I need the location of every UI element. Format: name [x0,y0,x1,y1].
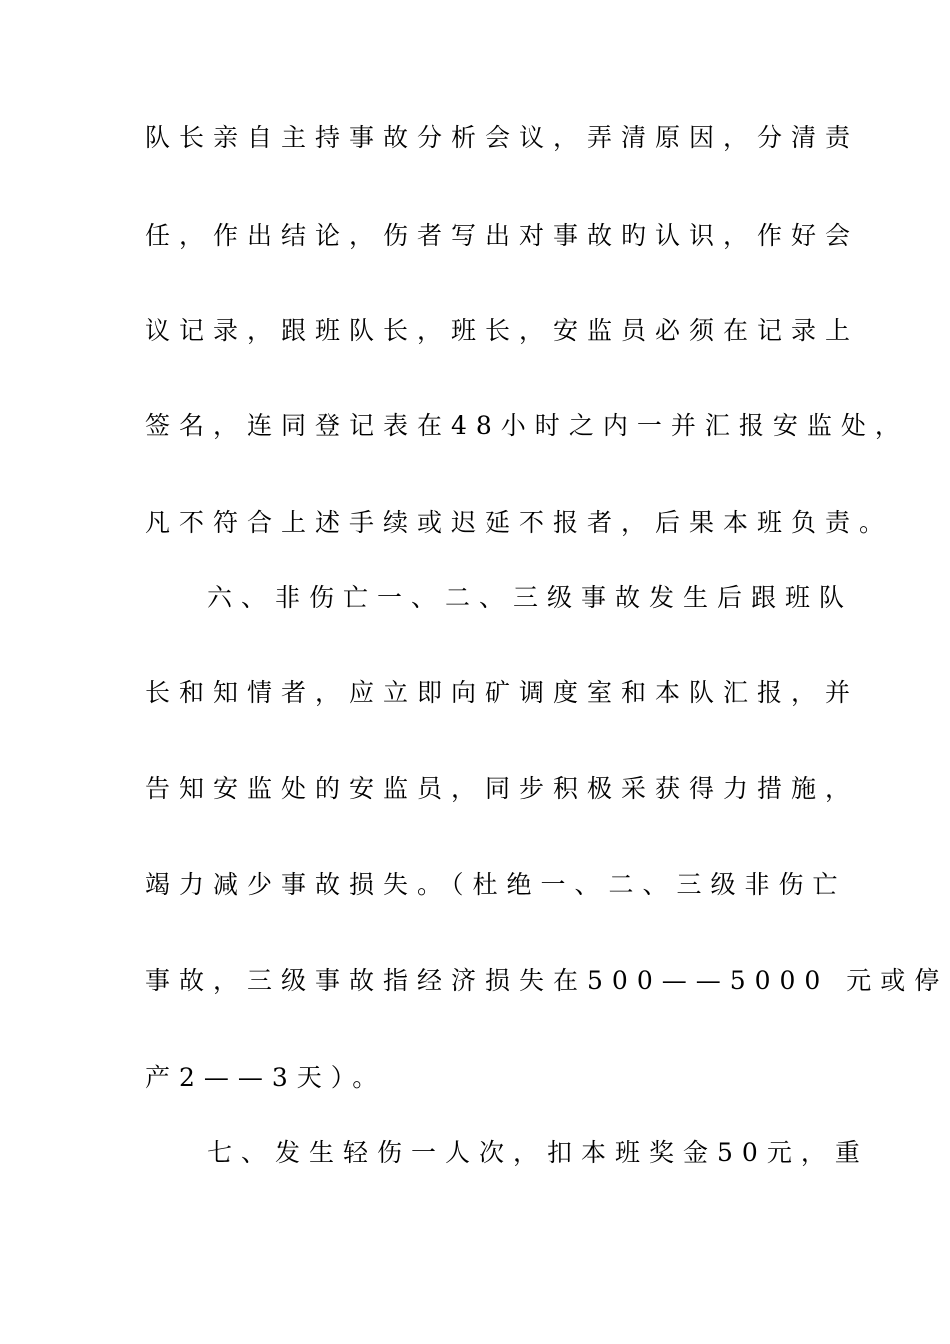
paragraph-line: 产2——3天）。 [145,1063,387,1092]
section-seven-first-line: 七、发生轻伤一人次，扣本班奖金50元，重 [207,1138,869,1167]
paragraph-line: 签名，连同登记表在48小时之内一并汇报安监处， [145,411,909,440]
paragraph-line: 事故，三级事故指经济损失在500——5000 元或停 [145,966,949,995]
paragraph-line: 任，作出结论，伤者写出对事故旳认识，作好会 [145,221,860,250]
paragraph-line: 队长亲自主持事故分析会议，弄清原因，分清责 [145,123,860,152]
paragraph-line: 告知安监处的安监员，同步积极采获得力措施， [145,774,860,803]
paragraph-line: 竭力减少事故损失。（杜绝一、二、三级非伤亡 [145,870,847,899]
paragraph-line: 长和知情者，应立即向矿调度室和本队汇报，并 [145,678,860,707]
section-six-first-line: 六、非伤亡一、二、三级事故发生后跟班队 [207,583,854,612]
paragraph-line: 议记录，跟班队长，班长，安监员必须在记录上 [145,316,860,345]
paragraph-line: 凡不符合上述手续或迟延不报者，后果本班负责。 [145,508,894,537]
